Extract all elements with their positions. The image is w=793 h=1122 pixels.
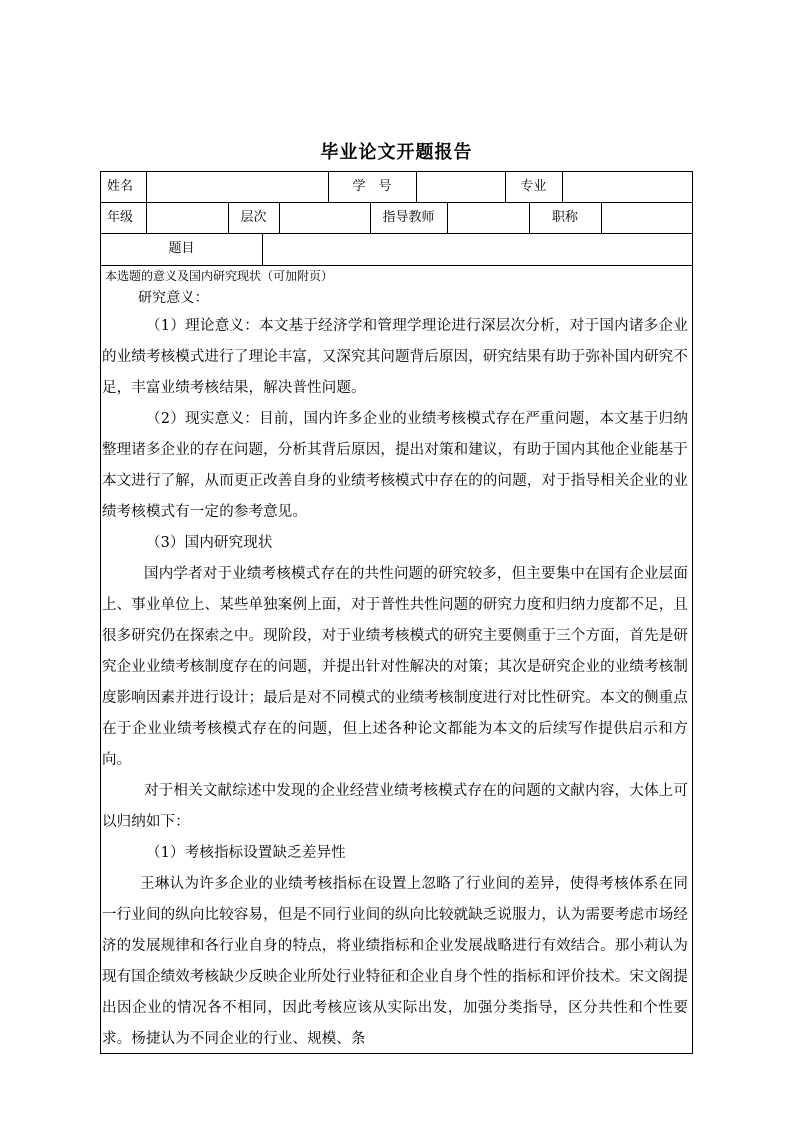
topic-label: 题目	[168, 241, 195, 256]
major-field[interactable]	[562, 172, 692, 202]
grade-label: 年级	[107, 210, 134, 225]
level-label: 层次	[240, 210, 267, 225]
name-field[interactable]	[146, 172, 328, 202]
section-heading: 本选题的意义及国内研究现状（可加附页）	[105, 269, 334, 283]
grade-field[interactable]	[146, 203, 228, 233]
topic-field[interactable]	[262, 234, 692, 264]
significance-heading: 研究意义：	[138, 290, 209, 306]
paragraph: （2）现实意义：目前，国内许多企业的业绩考核模式存在严重问题，本文基于归纳整理诸多企业的存在问题，分析其背后原因，提出对策和建议，有助于国内其他企业能基于本文进行了解，从而更正改善自身的业绩考核模式中存在的的问题，对于指导相关企业的业绩考核模式有一定的参考意见。	[102, 411, 688, 520]
paragraph: （3）国内研究现状	[146, 535, 273, 551]
title-rank-field[interactable]	[601, 203, 692, 233]
paragraph: （1）考核指标设置缺乏差异性	[146, 845, 346, 861]
student-id-label: 学 号	[352, 179, 392, 194]
proposal-form	[100, 171, 693, 1054]
row-divider	[101, 265, 692, 266]
advisor-label: 指导教师	[382, 210, 435, 225]
student-id-field[interactable]	[416, 172, 505, 202]
name-label: 姓名	[107, 179, 134, 194]
section-body	[102, 285, 688, 1055]
level-field[interactable]	[279, 203, 370, 233]
paragraph: 对于相关文献综述中发现的企业经营业绩考核模式存在的问题的文献内容，大体上可以归纳如下：	[102, 783, 688, 830]
title-rank-label: 职称	[551, 210, 578, 225]
major-label: 专业	[520, 179, 547, 194]
advisor-field[interactable]	[447, 203, 529, 233]
paragraph: 王琳认为许多企业的业绩考核指标在设置上忽略了行业间的差异，使得考核体系在同一行业间的纵向比较容易，但是不同行业间的纵向比较就缺乏说服力，认为需要考虑市场经济的发展规律和各行业自身的特点，将业绩指标和企业发展战略进行有效结合。那小莉认为现有国企绩效考核缺少反映企业所处行业特征和企业自身个性的指标和评价技术。宋文阁提出因企业的情况各不相同，因此考核应该从实际出发，加强分类指导，区分共性和个性要求。杨捷认为不同企业的行业、规模、条	[102, 876, 688, 1047]
paragraph: （1）理论意义：本文基于经济学和管理学理论进行深层次分析，对于国内诸多企业的业绩考核模式进行了理论丰富，又深究其问题背后原因，研究结果有助于弥补国内研究不足，丰富业绩考核结果，解决普性问题。	[102, 318, 688, 396]
paragraph: 国内学者对于业绩考核模式存在的共性问题的研究较多，但主要集中在国有企业层面上、事业单位上、某些单独案例上面，对于普性共性问题的研究力度和归纳力度都不足，且很多研究仍在探索之中。现阶段，对于业绩考核模式的研究主要侧重于三个方面，首先是研究企业业绩考核制度存在的问题，并提出针对性解决的对策；其次是研究企业的业绩考核制度影响因素并进行设计；最后是对不同模式的业绩考核制度进行对比性研究。本文的侧重点在于企业业绩考核模式存在的问题，但上述各种论文都能为本文的后续写作提供启示和方向。	[102, 566, 688, 768]
page-title: 毕业论文开题报告	[320, 142, 473, 163]
